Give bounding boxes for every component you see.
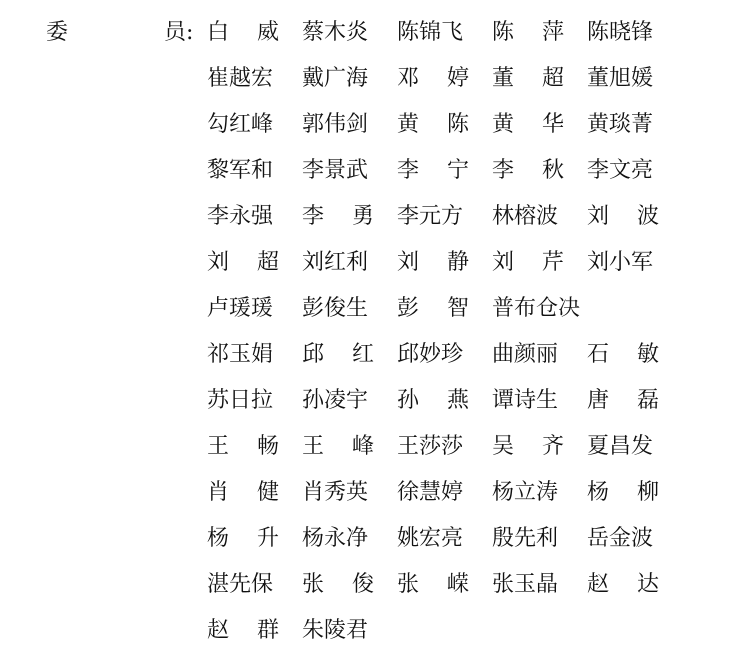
member-name: 刘 芹 xyxy=(492,250,564,275)
member-name: 岳金波 xyxy=(587,526,654,551)
member-name: 谭诗生 xyxy=(492,388,559,413)
member-name: 湛先保 xyxy=(207,572,274,597)
member-name: 李 宁 xyxy=(397,158,469,183)
member-name: 黎军和 xyxy=(207,158,274,183)
member-name: 祁玉娟 xyxy=(207,342,274,367)
member-name: 陈 萍 xyxy=(492,20,564,45)
member-name: 赵 群 xyxy=(207,618,279,643)
committee-label-second: 员: xyxy=(164,20,194,45)
member-name: 陈锦飞 xyxy=(397,20,464,45)
member-name: 董旭媛 xyxy=(587,66,654,91)
member-name: 郭伟剑 xyxy=(302,112,369,137)
member-name: 吴 齐 xyxy=(492,434,564,459)
member-name: 黄 华 xyxy=(492,112,564,137)
member-name: 杨立涛 xyxy=(492,480,559,505)
member-name: 王 峰 xyxy=(302,434,374,459)
member-name: 李永强 xyxy=(207,204,274,229)
member-name: 刘 超 xyxy=(207,250,279,275)
member-name: 杨 柳 xyxy=(587,480,659,505)
member-name-grid xyxy=(207,18,747,662)
member-name: 李元方 xyxy=(397,204,464,229)
member-name: 卢瑗瑗 xyxy=(207,296,274,321)
member-name: 黄琰菁 xyxy=(587,112,654,137)
member-name: 刘小军 xyxy=(587,250,654,275)
member-name: 李文亮 xyxy=(587,158,654,183)
member-name: 林榕波 xyxy=(492,204,559,229)
member-name: 苏日拉 xyxy=(207,388,274,413)
member-name: 曲颜丽 xyxy=(492,342,559,367)
member-name: 张 嵘 xyxy=(397,572,469,597)
member-name: 戴广海 xyxy=(302,66,369,91)
member-name: 唐 磊 xyxy=(587,388,659,413)
member-name: 蔡木炎 xyxy=(302,20,369,45)
member-name: 李 勇 xyxy=(302,204,374,229)
member-name: 彭 智 xyxy=(397,296,469,321)
member-name: 徐慧婷 xyxy=(397,480,464,505)
member-name: 邱 红 xyxy=(302,342,374,367)
member-name: 李 秋 xyxy=(492,158,564,183)
member-name: 杨 升 xyxy=(207,526,279,551)
member-name: 赵 达 xyxy=(587,572,659,597)
member-name: 肖秀英 xyxy=(302,480,369,505)
member-name: 肖 健 xyxy=(207,480,279,505)
member-name: 勾红峰 xyxy=(207,112,274,137)
member-name: 张玉晶 xyxy=(492,572,559,597)
member-name: 杨永净 xyxy=(302,526,369,551)
member-name: 崔越宏 xyxy=(207,66,274,91)
member-name: 彭俊生 xyxy=(302,296,369,321)
member-name: 董 超 xyxy=(492,66,564,91)
member-name: 姚宏亮 xyxy=(397,526,464,551)
member-name: 朱陵君 xyxy=(302,618,369,643)
member-name: 刘 静 xyxy=(397,250,469,275)
committee-label-first: 委 xyxy=(46,20,69,45)
member-name: 张 俊 xyxy=(302,572,374,597)
member-name: 王 畅 xyxy=(207,434,279,459)
member-name: 邱妙珍 xyxy=(397,342,464,367)
member-name xyxy=(587,294,659,340)
member-name: 夏昌发 xyxy=(587,434,654,459)
member-name: 陈晓锋 xyxy=(587,20,654,45)
member-name: 刘 波 xyxy=(587,204,659,229)
member-name: 李景武 xyxy=(302,158,369,183)
member-name: 殷先利 xyxy=(492,526,559,551)
member-name: 邓 婷 xyxy=(397,66,469,91)
member-name: 孙 燕 xyxy=(397,388,469,413)
member-name: 普布仓决 xyxy=(492,296,581,321)
member-name: 石 敏 xyxy=(587,342,659,367)
member-name: 黄 陈 xyxy=(397,112,469,137)
member-name: 白 威 xyxy=(207,20,279,45)
member-name: 王莎莎 xyxy=(397,434,464,459)
member-name: 孙凌宇 xyxy=(302,388,369,413)
member-name: 刘红利 xyxy=(302,250,369,275)
